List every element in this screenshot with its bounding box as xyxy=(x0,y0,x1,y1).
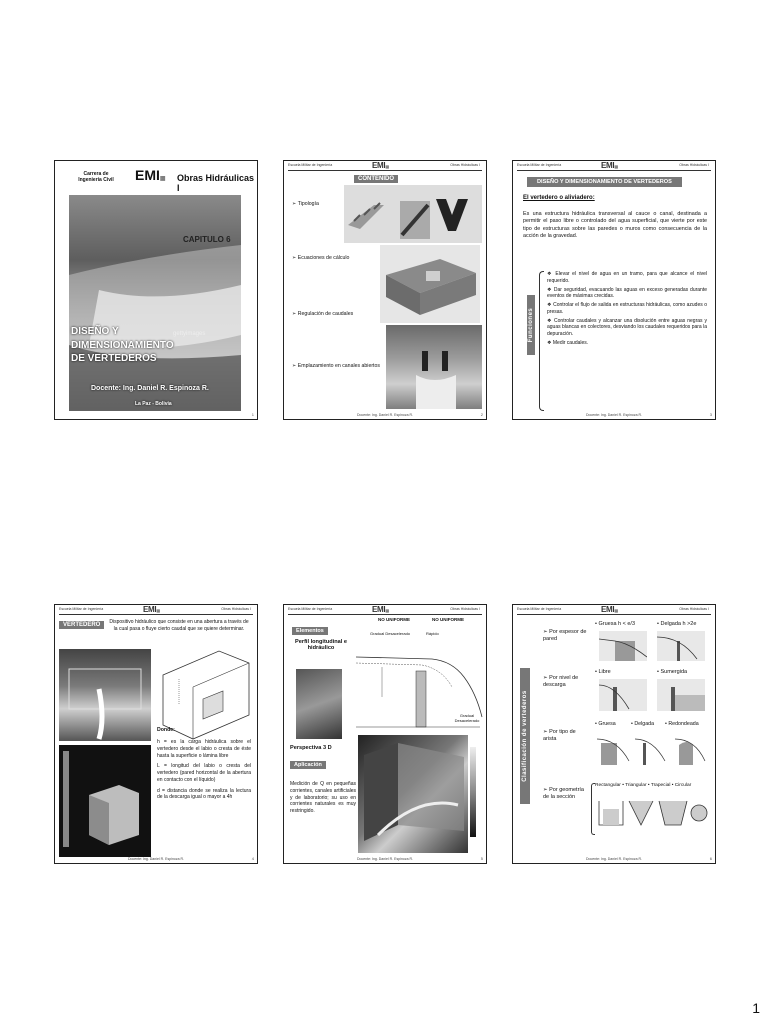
contents-item: ➢ Emplazamiento en canales abiertos xyxy=(292,363,380,369)
classification-option: • Sumergida xyxy=(657,669,688,675)
slide-header: Escuela Militar de Ingeniería EMI▦ Obras Hidráulicas I xyxy=(513,161,715,171)
dam-spillway-photo xyxy=(69,195,241,411)
thick-wall-diagram xyxy=(599,631,647,661)
slide-footer: Docente: Ing. Daniel R. Espinoza R. xyxy=(356,857,414,861)
slide3-subtitle: El vertedero o aliviadero: xyxy=(523,195,595,201)
slide-page-number: 6 xyxy=(709,856,712,861)
color-scale-bar xyxy=(470,747,476,837)
funciones-side-label: Funciones xyxy=(527,295,535,355)
aplicacion-text: Medición de Q en pequeñas corrientes, canales artificiales y de laboratorio; su uso en corrientes naturales es muy restringido. xyxy=(290,781,356,814)
emi-logo: EMI▦ xyxy=(601,161,618,170)
spillway-illustration xyxy=(69,195,241,411)
chapter-label: CAPITULO 6 xyxy=(183,235,231,244)
elementos-label: Elementos xyxy=(292,627,328,635)
slide-footer: Docente: Ing. Daniel R. Espinoza R. xyxy=(585,413,643,417)
slide-footer: Docente: Ing. Daniel R. Espinoza R. xyxy=(585,857,643,861)
slide-header: Escuela Militar de Ingeniería EMI▦ Obras Hidráulicas I xyxy=(55,605,257,615)
no-uniforme-2: NO UNIFORME xyxy=(432,617,464,622)
section-geometry-diagrams xyxy=(597,795,709,835)
page-number: 1 xyxy=(752,1000,760,1016)
list-item: ❖ Controlar caudales y alcanzar una disolución entre aguas negras y aguas blancas en colectores, desviando los caudales requeridos para la depuración. xyxy=(547,317,707,337)
contents-item: ➢ Ecuaciones de cálculo xyxy=(292,255,350,261)
classification-option: • Delgada xyxy=(631,721,655,727)
slide-footer: Docente: Ing. Daniel R. Espinoza R. xyxy=(356,413,414,417)
classification-row-label: ➢ Por geometría de la sección xyxy=(543,787,584,801)
section-options: Rectangular • Triangular • Trapecial • Circular xyxy=(595,783,692,788)
slide1-title: DISEÑO Y DIMENSIONAMIENTO DE VERTEDEROS xyxy=(71,326,174,364)
slide-page-number: 3 xyxy=(709,412,712,417)
classification-option: • Gruesa h < e/3 xyxy=(595,621,636,627)
watermark: gettyimages xyxy=(173,331,206,337)
classification-row-label: ➢ Por tipo de arista xyxy=(543,729,576,743)
list-item: ❖ Elevar el nivel de agua en un tramo, para que alcance el nivel requerido. xyxy=(547,271,707,284)
slide-page-number: 4 xyxy=(251,856,254,861)
classification-option: • Gruesa xyxy=(595,721,616,727)
slide-page-number: 5 xyxy=(480,856,483,861)
brace xyxy=(591,783,595,835)
slide-2 xyxy=(283,160,487,420)
city-label: La Paz - Bolivia xyxy=(135,401,172,407)
thin-wall-diagram xyxy=(657,631,705,661)
list-item: ❖ Dar seguridad, evacuando las aguas en exceso generadas durante eventos de máximas crecidas. xyxy=(547,286,707,300)
docente-label: Docente: Ing. Daniel R. Espinoza R. xyxy=(91,385,209,392)
canal-photo xyxy=(386,325,482,409)
classification-row-label: ➢ Por nivel de descarga xyxy=(543,675,579,689)
carrera-label: Carrera de Ingeniería Civil xyxy=(78,171,114,183)
slide-page-number: 2 xyxy=(480,412,483,417)
weir-structure-image xyxy=(380,245,480,323)
functions-list xyxy=(547,271,707,347)
free-discharge-diagram xyxy=(599,679,647,711)
donde-label: Donde: xyxy=(157,727,175,733)
classification-option: • Redondeada xyxy=(665,721,699,727)
aplicacion-label: Aplicación xyxy=(290,761,326,769)
slide-4 xyxy=(54,604,258,864)
emi-logo: EMI▦ xyxy=(372,161,389,170)
slide-header: Escuela Militar de Ingeniería EMI▦ Obras Hidráulicas I xyxy=(513,605,715,615)
slide-header: Escuela Militar de Ingeniería EMI▦ Obras Hidráulicas I xyxy=(284,605,486,615)
slide-3 xyxy=(512,160,716,420)
definition-l: L = longitud del labio o cresta del vertedero (pared horizontal de la abertura en contacto con el líquido) xyxy=(157,763,251,783)
emi-logo: EMI▦ xyxy=(143,605,160,614)
gradual-desac-label: Gradual Desacelerado xyxy=(454,713,480,723)
emi-logo: EMI▦ xyxy=(601,605,618,614)
definition-h: h = es la carga hidráulica sobre el vertedero desde el labio o cresta de éste hasta la superficie o lámina libre xyxy=(157,739,251,759)
weir-lab-photo xyxy=(59,649,151,741)
classification-option: • Delgada h >2e xyxy=(657,621,697,627)
definition-text: Es una estructura hidráulica transversal al cauce o canal, destinada a permitir el paso libre o controlado del agua superficial, que vierte por este tipo de estructuras sobre las paredes o muros como consecuencia de la acción de la gravedad. xyxy=(523,211,707,239)
definitions xyxy=(157,739,251,801)
slide-1 xyxy=(54,160,258,420)
vertedero-definition: Dispositivo hidráulico que consiste en una abertura a través de la cual pasa o fluye cierto caudal que se quiere determinar. xyxy=(109,619,249,632)
list-item: ❖ Controlar el flujo de salida en estructuras hidráulicas, como azudes o presas. xyxy=(547,302,708,315)
classification-option: • Libre xyxy=(595,669,611,675)
weir-3d-render xyxy=(59,745,151,857)
rapido-label: Rápido xyxy=(426,631,439,636)
emi-logo: EMI▦ xyxy=(135,167,166,183)
crest-type-diagrams xyxy=(597,731,707,765)
vertedero-label: VERTEDERO xyxy=(59,621,104,629)
brace xyxy=(539,271,544,411)
weir-flow-photo xyxy=(296,669,342,739)
slide-header: Escuela Militar de Ingeniería EMI▦ Obras Hidráulicas I xyxy=(284,161,486,171)
submerged-discharge-diagram xyxy=(657,679,705,711)
perspectiva-label: Perspectiva 3 D xyxy=(290,745,332,751)
contents-item: ➢ Tipología xyxy=(292,201,319,207)
gradual-label: Gradual Desacelerado xyxy=(370,631,411,636)
slide3-title: DISEÑO Y DIMENSIONAMIENTO DE VERTEDEROS xyxy=(527,177,682,187)
slide-footer: Docente: Ing. Daniel R. Espinoza R. xyxy=(127,857,185,861)
slide-5 xyxy=(283,604,487,864)
perspective-3d-render xyxy=(358,735,468,853)
emi-logo: EMI▦ xyxy=(372,605,389,614)
classification-row-label: ➢ Por espesor de pared xyxy=(543,629,587,643)
no-uniforme-1: NO UNIFORME xyxy=(378,617,410,622)
contents-item: ➢ Regulación de caudales xyxy=(292,311,354,317)
slide-6 xyxy=(512,604,716,864)
definition-d: d = distancia donde se realiza la lectura de la descarga igual o mayor a 4h xyxy=(157,787,251,801)
perfil-label: Perfil longitudinal e hidráulico xyxy=(295,639,347,651)
contenido-heading: CONTENIDO xyxy=(354,175,398,183)
list-item: ❖ Medir caudales. xyxy=(547,339,589,346)
weir-types-image xyxy=(344,185,482,243)
clasificacion-side-label: Clasificación de vertederos xyxy=(520,668,530,804)
slide-page-number: 1 xyxy=(251,412,254,417)
course-title: Obras Hidráulicas I xyxy=(177,173,255,193)
